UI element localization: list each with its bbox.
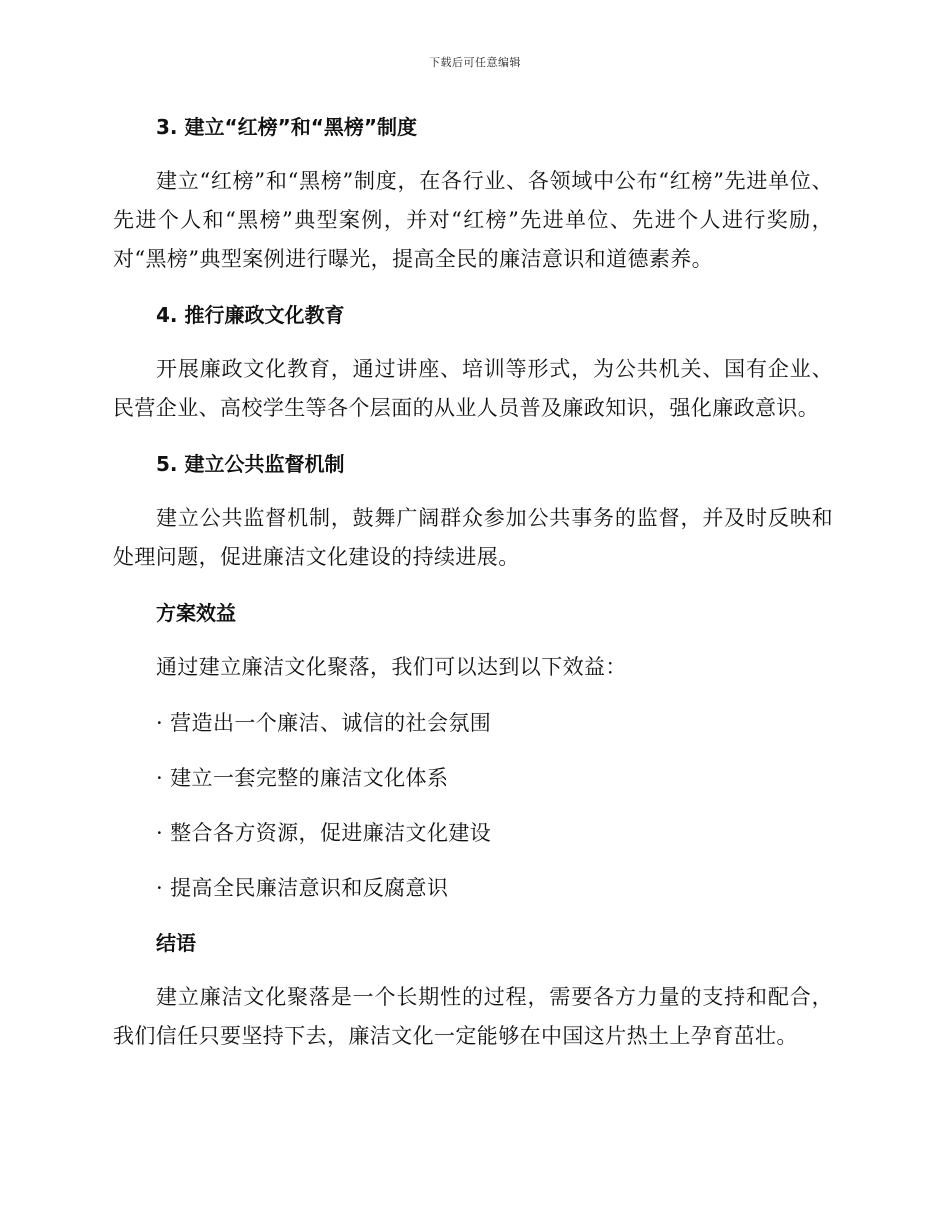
section-heading-conclusion: 结语 [156,931,196,955]
section-paragraph-red-black-list: 建立“红榜”和“黑榜”制度，在各行业、各领域中公布“红榜”先进单位、先进个人和“黑榜”典型案例，并对“红榜”先进单位、先进个人进行奖励，对“黑榜”典型案例进行曝光，提高全民的廉洁意识和道德素养。 [113,169,833,271]
document-body [113,108,833,1073]
benefit-list-item: · 建立一套完整的廉洁文化体系 [156,766,449,790]
section-paragraph-conclusion: 建立廉洁文化聚落是一个长期性的过程，需要各方力量的支持和配合，我们信任只要坚持下去，廉洁文化一定能够在中国这片热土上孕育茁壮。 [113,985,833,1048]
benefits-intro: 通过建立廉洁文化聚落，我们可以达到以下效益： [156,655,627,679]
section-paragraph-public-supervision: 建立公共监督机制，鼓舞广阔群众参加公共事务的监督，并及时反映和处理问题，促进廉洁文化建设的持续进展。 [113,506,833,569]
section-heading-red-black-list: 3. 建立“红榜”和“黑榜”制度 [156,115,418,139]
section-heading-benefits: 方案效益 [156,601,236,625]
benefit-list-item: · 整合各方资源，促进廉洁文化建设 [156,821,492,845]
benefit-list-item: · 营造出一个廉洁、诚信的社会氛围 [156,711,492,735]
section-paragraph-integrity-education: 开展廉政文化教育，通过讲座、培训等形式，为公共机关、国有企业、民营企业、高校学生等各个层面的从业人员普及廉政知识，强化廉政意识。 [113,357,833,420]
page-header-note: 下载后可任意编辑 [429,56,521,69]
benefit-list-item: · 提高全民廉洁意识和反腐意识 [156,876,449,900]
section-heading-public-supervision: 5. 建立公共监督机制 [156,452,345,476]
section-heading-integrity-education: 4. 推行廉政文化教育 [156,303,345,327]
